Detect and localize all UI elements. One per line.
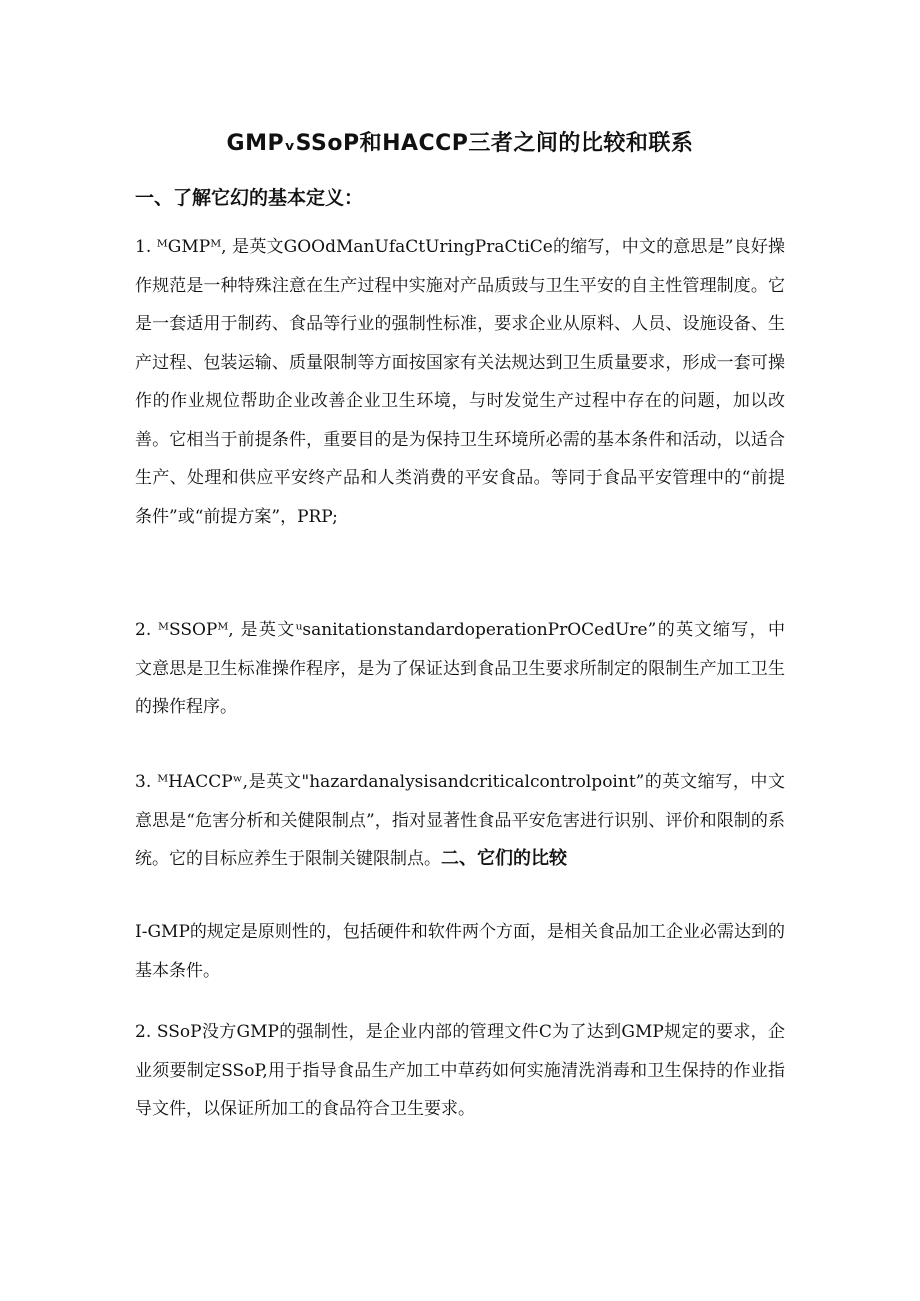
paragraph-haccp [135, 763, 785, 879]
section-heading-definitions: 一、了解它幻的基本定义： [135, 187, 364, 209]
document-title: GMPᵥSSoP和HACCP三者之间的比较和联系 [226, 131, 694, 156]
paragraph-gmp: 1. ᴹGMPᴹ, 是英文GOOdManUfaCtUringPraCtiCe的缩写，中文的意思是”良好操作规范是一种特殊注意在生产过程中实施对产品质豉与卫生平安的自主性管理制度。它是一套适用于制药、食品等行业的强制性标准，要求企业从原料、人员、设施设备、生产过程、包装运输、质量限制等方面按国家有关法规达到卫生质量要求，形成一套可操作的作业规位帮助企业改善企业卫生环境，与时发觉生产过程中存在的问题，加以改善。它相当于前提条件，重要目的是为保持卫生环境所必需的基本条件和活动，以适合生产、处理和供应平安终产品和人类消费的平安食品。等同于食品平安管理中的“前提条件”或“前提方案”，PRP; [135, 237, 785, 527]
section-heading-comparison: 二、它们的比较 [441, 848, 567, 869]
paragraph-gmp-comparison: I-GMP的规定是原则性的，包括硬件和软件两个方面，是相关食品加工企业必需达到的基本条件。 [135, 922, 785, 981]
paragraph-ssop: 2. ᴹSSOPᴹ, 是英文ᵘsanitationstandardoperationPrOCedUre”的英文缩写，中文意思是卫生标准操作程序，是为了保证达到食品卫生要求所制定的限制生产加工卫生的操作程序。 [135, 620, 785, 717]
paragraph-haccp-text: 3. ᴹHACCPʷ,是英文"hazardanalysisandcriticalcontrolpoint”的英文缩写，中文意思是“危害分析和关健限制点”，指对显著性食品平安危害进行识别、评价和限制的系统。它的目标应养生于限制关键限制点。 [135, 772, 785, 869]
paragraph-ssop-comparison: 2. SSoP没方GMP的强制性，是企业内部的管理文件C为了达到GMP规定的要求，企业须要制定SSoP,用于指导食品生产加工中草药如何实施清洗消毒和卫生保持的作业指导文件，以保证所加工的食品符合卫生要求。 [135, 1022, 785, 1119]
